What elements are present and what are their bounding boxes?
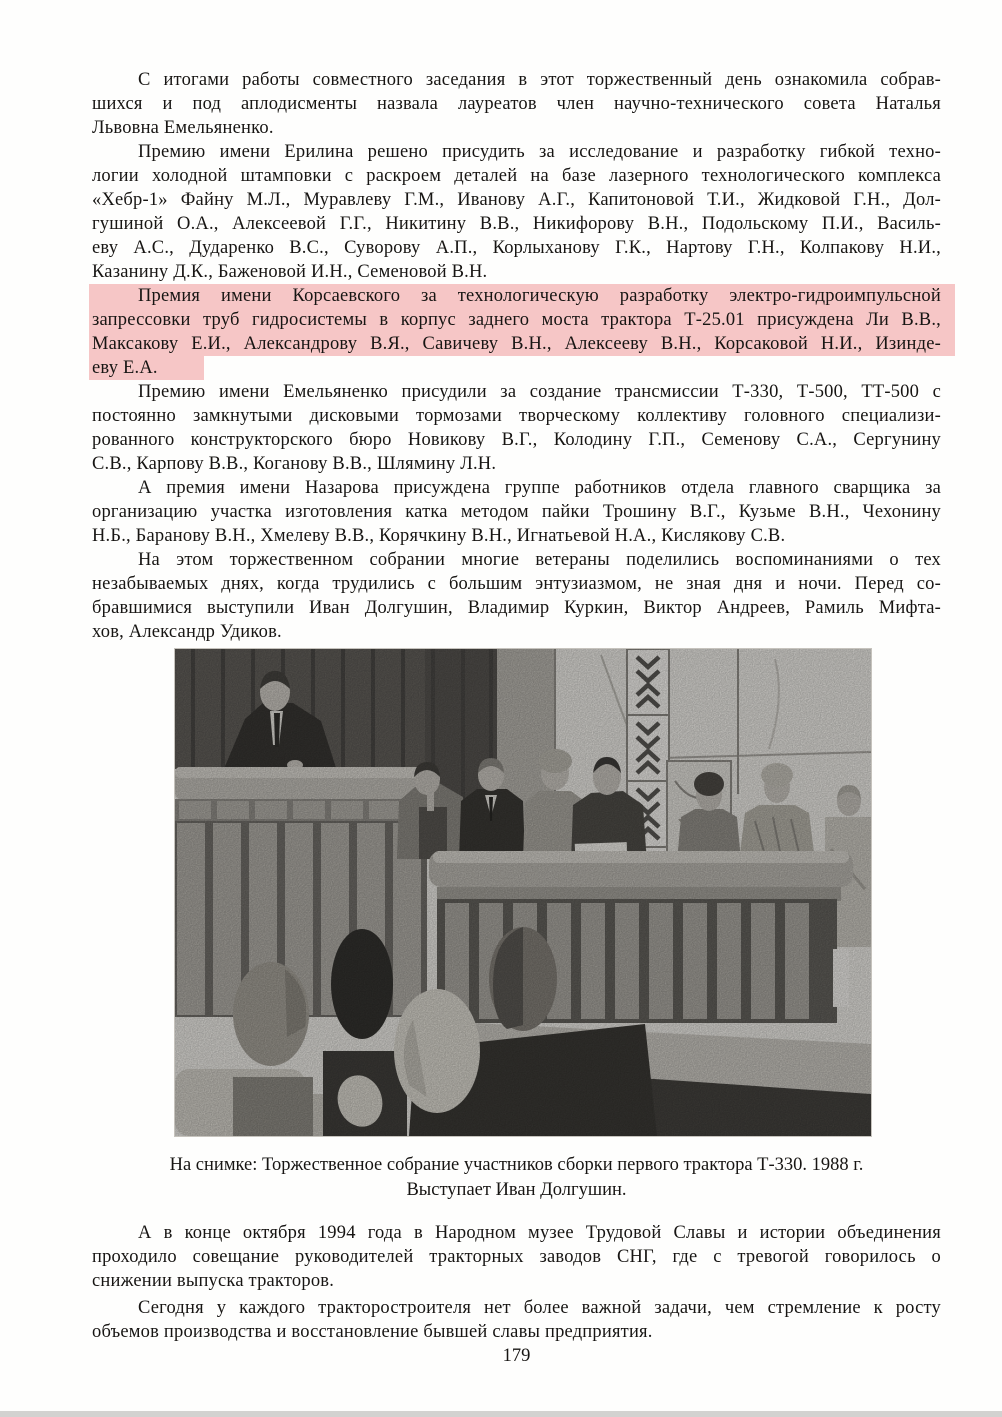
highlight-fragment: еву Е.А.	[89, 356, 204, 380]
text-line: организацию участка изготовления катка методом пайки Трошину В.Г., Кузьме В.Н., Чехонину	[92, 502, 941, 522]
photo-figure	[174, 648, 872, 1137]
highlighted-text-line: запрессовки труб гидросистемы в корпус заднего моста трактора Т-25.01 присуждена Ли В.В.,	[89, 308, 955, 332]
paragraph	[92, 548, 941, 644]
caption-line: На снимке: Торжественное собрание участников сборки первого трактора Т-330. 1988 г.	[169, 1155, 864, 1175]
text-line: Премию имени Емельяненко присудили за создание трансмиссии Т-330, Т-500, ТТ-500 с	[138, 382, 941, 402]
text-line: Сегодня у каждого тракторостроителя нет более важной задачи, чем стремление к росту	[138, 1298, 941, 1318]
paragraph	[92, 1221, 941, 1293]
text-line: С.В., Карпову В.В., Коганову В.В., Шлямину Л.Н.	[92, 454, 497, 474]
paragraph	[92, 476, 941, 548]
text-line: Премию имени Ерилина решено присудить за исследование и разработку гибкой техно-	[138, 142, 941, 162]
text-line: С итогами работы совместного заседания в этот торжественный день ознакомила собрав-	[138, 70, 941, 90]
paragraph	[92, 140, 941, 284]
text-column	[92, 68, 941, 1368]
text-line: А премия имени Назарова присуждена группе работников отдела главного сварщика за	[138, 478, 941, 498]
text-line: объемов производства и восстановление бывшей славы предприятия.	[92, 1322, 653, 1342]
paragraph	[92, 1296, 941, 1344]
text-line: проходило совещание руководителей тракторных заводов СНГ, где с тревогой говорилось о	[92, 1247, 941, 1267]
text-line: А в конце октября 1994 года в Народном музее Трудовой Славы и истории объединения	[138, 1223, 941, 1243]
text-line: Казанину Д.К., Баженовой И.Н., Семеновой В.Н.	[92, 262, 488, 282]
highlighted-paragraph	[92, 284, 941, 380]
text-line: На этом торжественном собрании многие ветераны поделились воспоминаниями о тех	[138, 550, 941, 570]
caption-line: Выступает Иван Долгушин.	[406, 1180, 627, 1200]
highlighted-text-line: Премия имени Корсаевского за технологическую разработку электро-гидроимпульсной	[89, 284, 955, 308]
photo	[175, 649, 871, 1136]
text-line: гушиной О.А., Алексеевой Г.Г., Никитину В.В., Никифорову В.Н., Подольскому П.И., Василь-	[92, 214, 941, 234]
highlighted-text-line	[92, 356, 941, 380]
text-line: Львовна Емельяненко.	[92, 118, 274, 138]
text-line: Н.Б., Баранову В.Н., Хмелеву В.В., Корячкину В.Н., Игнатьевой Н.А., Кислякову С.В.	[92, 526, 786, 546]
text-line: хов, Александр Удиков.	[92, 622, 282, 642]
page-number: 179	[502, 1346, 531, 1366]
paragraph	[92, 380, 941, 476]
photo-caption	[92, 1153, 941, 1203]
text-line: еву А.С., Дударенко В.С., Суворову А.П., Корлыханову Г.К., Нартову Г.Н., Колпакову Н.И.,	[92, 238, 941, 258]
paragraph	[92, 68, 941, 140]
text-line: «Хебр-1» Файну М.Л., Муравлеву Г.М., Иванову А.Г., Капитоновой Т.И., Жидковой Г.Н., Дол-	[92, 190, 941, 210]
text-line: незабываемых днях, когда трудились с большим энтузиазмом, не зная дня и ночи. Перед со-	[92, 574, 941, 594]
text-line: шихся и под аплодисменты назвала лауреатов член научно-технического совета Наталья	[92, 94, 941, 114]
text-line: постоянно замкнутыми дисковыми тормозами творческому коллективу головного специализи-	[92, 406, 941, 426]
scan-edge	[0, 1411, 1002, 1417]
text-line: бравшимися выступили Иван Долгушин, Владимир Куркин, Виктор Андреев, Рамиль Мифта-	[92, 598, 941, 618]
text-line: снижении выпуска тракторов.	[92, 1271, 335, 1291]
text-line: рованного конструкторского бюро Новикову В.Г., Колодину Г.П., Семенову С.А., Сергунину	[92, 430, 941, 450]
text-line: логии холодной штамповки с раскроем деталей на базе лазерного технологического комплекса	[92, 166, 941, 186]
highlighted-text-line: Максакову Е.И., Александрову В.Я., Савичеву В.Н., Алексееву В.Н., Корсаковой Н.И., Изинде-	[89, 332, 955, 356]
